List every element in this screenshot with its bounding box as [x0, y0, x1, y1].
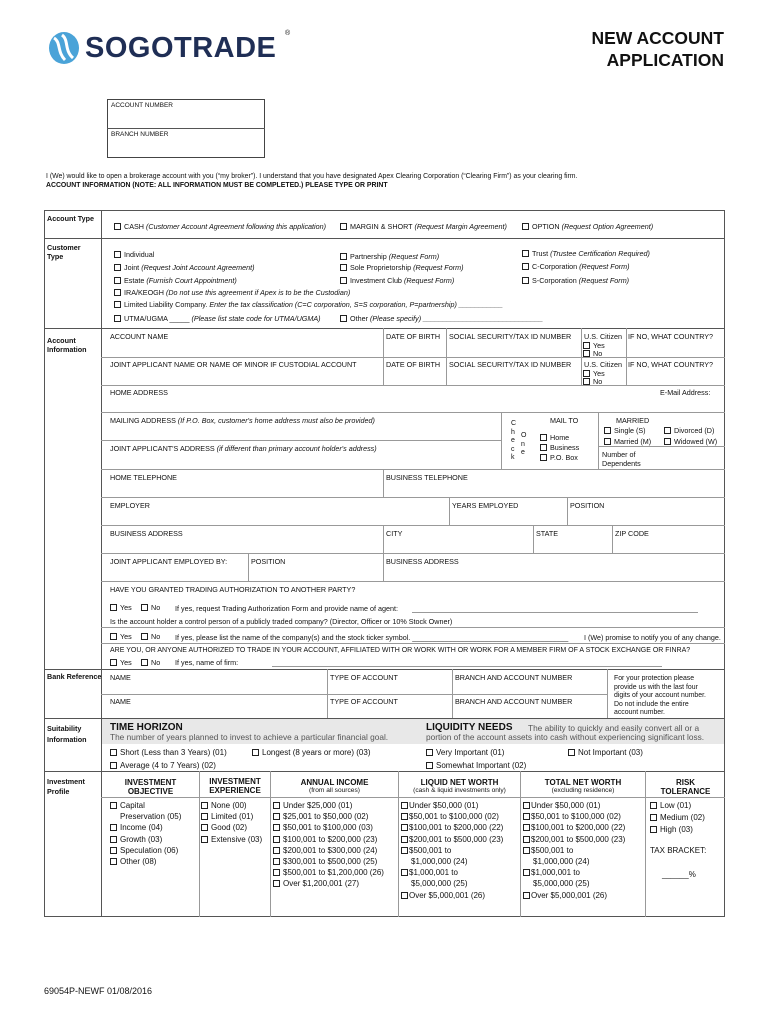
cash-option[interactable]: CASH (Customer Account Agreement following this application) — [114, 222, 326, 231]
account-number-label: ACCOUNT NUMBER — [111, 102, 173, 109]
ira-checkbox[interactable] — [114, 289, 121, 296]
estate-option[interactable]: Estate (Furnish Court Appointment) — [114, 276, 237, 285]
objective-item-continued: Preservation (05) — [120, 812, 182, 822]
club-checkbox[interactable] — [340, 277, 347, 284]
joint-ssn-label: SOCIAL SECURITY/TAX ID NUMBER — [449, 360, 572, 369]
total-item[interactable]: $200,001 to $500,000 (23) — [523, 834, 625, 845]
partnership-checkbox[interactable] — [340, 253, 347, 260]
trust-option[interactable]: Trust (Trustee Certification Required) — [522, 249, 650, 258]
form-code: 69054P-NEWF 01/08/2016 — [44, 986, 153, 996]
intro-text: I (We) would like to open a brokerage account with you (“my broker”). I understand that you have designated Apex Clearing Corporation (“Clearing Firm”) as your clearing firm. — [46, 173, 578, 180]
check-one-label: C h e c k — [511, 420, 517, 461]
total-item[interactable]: $500,001 to — [523, 845, 625, 856]
other-checkbox[interactable] — [340, 315, 347, 322]
customer-type-label: Customer Type — [47, 243, 81, 261]
married-option[interactable]: Married (M) — [604, 437, 651, 446]
utma-option[interactable]: UTMA/UGMA _____ (Please list state code for UTMA/UGMA) — [114, 314, 321, 323]
joint-position-label: POSITION — [251, 557, 286, 566]
bank-name-label: NAME — [110, 673, 131, 682]
income-item[interactable]: $300,001 to $500,000 (25) — [273, 856, 384, 867]
total-list — [523, 800, 625, 901]
account-info-note: ACCOUNT INFORMATION (NOTE: ALL INFORMATION MUST BE COMPLETED.) PLEASE TYPE OR PRINT — [46, 182, 388, 189]
business-address-label: BUSINESS ADDRESS — [110, 529, 183, 538]
risk-header: RISK TOLERANCE — [660, 778, 711, 796]
liquid-item[interactable]: Over $5,000,001 (26) — [401, 890, 503, 901]
bank-protection-note: For your protection please provide us with the last four digits of your account number. Do not include the entire account number. — [614, 675, 706, 716]
home-address-label: HOME ADDRESS — [110, 388, 168, 397]
mail-business-option[interactable]: Business — [540, 443, 579, 452]
risk-list — [650, 800, 705, 836]
q2-promise: I (We) promise to notify you of any change. — [584, 633, 721, 642]
total-item[interactable]: Over $5,000,001 (26) — [523, 890, 625, 901]
bank-branch-label-2: BRANCH AND ACCOUNT NUMBER — [455, 697, 573, 706]
ccorp-checkbox[interactable] — [522, 263, 529, 270]
llc-option[interactable]: Limited Liability Company. Enter the tax classification (C=C corporation, S=S corporation, P=partnership) ___________ — [114, 300, 503, 309]
joint-dob-label: DATE OF BIRTH — [386, 360, 441, 369]
trust-checkbox[interactable] — [522, 250, 529, 257]
objective-item[interactable]: Other (08) — [110, 856, 181, 867]
estate-checkbox[interactable] — [114, 277, 121, 284]
liquidity-desc-1: The ability to quickly and easily convert all or a — [528, 723, 700, 733]
joint-address-label: JOINT APPLICANT'S ADDRESS (if different than primary account holder's address) — [110, 444, 377, 453]
margin-option[interactable]: MARGIN & SHORT (Request Margin Agreement) — [340, 222, 507, 231]
sole-option[interactable]: Sole Proprietorship (Request Form) — [340, 263, 463, 272]
option-option[interactable]: OPTION (Request Option Agreement) — [522, 222, 653, 231]
bank-reference-label: Bank Reference — [47, 672, 102, 681]
married-label: MARRIED — [616, 416, 650, 425]
total-item[interactable]: $100,001 to $200,000 (22) — [523, 822, 625, 833]
account-type-label: Account Type — [47, 214, 94, 223]
joint-employed-label: JOINT APPLICANT EMPLOYED BY: — [110, 557, 228, 566]
divorced-option[interactable]: Divorced (D) — [664, 426, 714, 435]
question-trading-authorization: HAVE YOU GRANTED TRADING AUTHORIZATION TO ANOTHER PARTY? — [110, 585, 356, 594]
widowed-option[interactable]: Widowed (W) — [664, 437, 717, 446]
total-item[interactable]: $1,000,001 to — [523, 867, 625, 878]
suitability-label: Suitability Information — [47, 724, 87, 744]
account-information-label: Account Information — [47, 336, 87, 354]
individual-option[interactable]: Individual — [114, 250, 154, 259]
page-title — [591, 27, 724, 71]
question-affiliation: ARE YOU, OR ANYONE AUTHORIZED TO TRADE IN YOUR ACCOUNT, AFFILIATED WITH OR WORK WITH OR WORK FOR A MEMBER FIRM OF A STOCK EXCHANGE OR FINRA? — [110, 647, 691, 654]
business-telephone-label: BUSINESS TELEPHONE — [386, 473, 468, 482]
risk-item[interactable]: High (03) — [650, 824, 705, 836]
total-item[interactable]: Under $50,000 (01) — [523, 800, 625, 811]
llc-checkbox[interactable] — [114, 301, 121, 308]
objective-item[interactable]: Speculation (06) — [110, 845, 181, 856]
bank-branch-label: BRANCH AND ACCOUNT NUMBER — [455, 673, 573, 682]
dependents-label: Number of Dependents — [602, 450, 641, 468]
employer-label: EMPLOYER — [110, 501, 150, 510]
club-option[interactable]: Investment Club (Request Form) — [340, 276, 454, 285]
tax-bracket-field[interactable]: ______% — [662, 870, 696, 879]
check-one-label-2: O n e — [521, 432, 527, 456]
cash-checkbox[interactable] — [114, 223, 121, 230]
income-item[interactable]: Under $25,000 (01) — [273, 800, 384, 811]
objective-header: INVESTMENT OBJECTIVE — [124, 778, 177, 796]
income-item[interactable]: $200,001 to $300,000 (24) — [273, 845, 384, 856]
q1-yes[interactable]: Yes — [110, 603, 132, 612]
investment-profile-label: Investment Profile — [47, 777, 85, 796]
objective-item[interactable]: Income (04) — [110, 822, 181, 833]
dob-label: DATE OF BIRTH — [386, 332, 441, 341]
income-item[interactable]: $25,001 to $50,000 (02) — [273, 811, 384, 822]
liquid-item-continued: $5,000,000 (25) — [411, 879, 468, 889]
liquidity-desc-2: portion of the account assets into cash without experiencing significant loss. — [426, 732, 705, 742]
mail-home-option[interactable]: Home — [540, 433, 569, 442]
objective-list — [110, 800, 181, 867]
ira-option[interactable]: IRA/KEOGH (Do not use this agreement if Apex is to be the Custodian) — [114, 288, 350, 297]
q2-yes[interactable]: Yes — [110, 632, 132, 641]
income-item[interactable]: $100,001 to $200,000 (23) — [273, 834, 384, 845]
margin-checkbox[interactable] — [340, 223, 347, 230]
q1-no[interactable]: No — [141, 603, 160, 612]
experience-item[interactable]: Extensive (03) — [201, 834, 262, 845]
bank-account-type-label-2: TYPE OF ACCOUNT — [330, 697, 398, 706]
joint-business-address-label: BUSINESS ADDRESS — [386, 557, 459, 566]
liquid-item[interactable]: $100,001 to $200,000 (22) — [401, 822, 503, 833]
partnership-option[interactable]: Partnership (Request Form) — [340, 252, 439, 261]
home-telephone-label: HOME TELEPHONE — [110, 473, 177, 482]
individual-checkbox[interactable] — [114, 251, 121, 258]
scorp-checkbox[interactable] — [522, 277, 529, 284]
city-label: CITY — [386, 529, 403, 538]
objective-item[interactable]: Growth (03) — [110, 834, 181, 845]
years-employed-label: YEARS EMPLOYED — [452, 501, 519, 510]
ccorp-option[interactable]: C-Corporation (Request Form) — [522, 262, 629, 271]
yes-option[interactable]: Yes — [583, 341, 605, 350]
us-citizen-label: U.S. Citizen — [584, 332, 622, 341]
mail-pobox-option[interactable]: P.O. Box — [540, 453, 578, 462]
account-name-label: ACCOUNT NAME — [110, 332, 169, 341]
bank-account-type-label: TYPE OF ACCOUNT — [330, 673, 398, 682]
time-horizon-desc: The number of years planned to invest to achieve a particular financial goal. — [110, 732, 389, 742]
average-option[interactable]: Average (4 to 7 Years) (02) — [110, 761, 216, 771]
objective-item[interactable]: Capital — [110, 800, 181, 811]
ssn-label: SOCIAL SECURITY/TAX ID NUMBER — [449, 332, 572, 341]
email-label: E-Mail Address: — [660, 388, 711, 397]
if-no-country-label: IF NO, WHAT COUNTRY? — [628, 332, 714, 341]
joint-if-no-country-label: IF NO, WHAT COUNTRY? — [628, 360, 714, 369]
title-line1: NEW ACCOUNT — [591, 28, 724, 48]
option-checkbox[interactable] — [522, 223, 529, 230]
tax-bracket-label: TAX BRACKET: — [650, 846, 707, 855]
position-label: POSITION — [570, 501, 605, 510]
joint-yes-option[interactable]: Yes — [583, 369, 605, 378]
risk-item[interactable]: Medium (02) — [650, 812, 705, 824]
joint-us-citizen-label: U.S. Citizen — [584, 360, 622, 369]
q2-if-yes: If yes, please list the name of the company(s) and the stock ticker symbol. _______________________________________ — [175, 633, 569, 642]
q1-if-yes: If yes, request Trading Authorization Form and provide name of agent: — [175, 604, 398, 613]
branch-number-label: BRANCH NUMBER — [111, 131, 169, 138]
logo-text: SOGOTRADE — [85, 32, 277, 64]
liquid-item[interactable]: Under $50,000 (01) — [401, 800, 503, 811]
liquid-item[interactable]: $1,000,001 to — [401, 867, 503, 878]
logo-icon — [47, 30, 81, 66]
longest-option[interactable]: Longest (8 years or more) (03) — [252, 748, 371, 758]
joint-option[interactable]: Joint (Request Joint Account Agreement) — [114, 263, 255, 272]
liquid-header: LIQUID NET WORTH (cash & liquid investments only) — [413, 778, 506, 794]
short-option[interactable]: Short (Less than 3 Years) (01) — [110, 748, 227, 758]
q3-if-yes: If yes, name of firm: — [175, 658, 239, 667]
mailing-address-label: MAILING ADDRESS (If P.O. Box, customer's home address must also be provided) — [110, 416, 375, 425]
question-control-person: Is the account holder a control person of a publicly traded company? (Director, Officer or 10% Stock Owner) — [110, 617, 453, 626]
somewhat-important-option[interactable]: Somewhat Important (02) — [426, 761, 526, 771]
q3-no[interactable]: No — [141, 658, 160, 667]
sole-checkbox[interactable] — [340, 264, 347, 271]
experience-item[interactable]: Good (02) — [201, 822, 262, 833]
logo — [47, 30, 297, 66]
joint-checkbox[interactable] — [114, 264, 121, 271]
risk-item[interactable]: Low (01) — [650, 800, 705, 812]
total-header: TOTAL NET WORTH (excluding residence) — [544, 778, 622, 794]
experience-list — [201, 800, 262, 845]
income-item[interactable]: $50,001 to $100,000 (03) — [273, 822, 384, 833]
total-item-continued: $5,000,000 (25) — [533, 879, 590, 889]
time-horizon-title: TIME HORIZON — [110, 722, 183, 733]
q3-yes[interactable]: Yes — [110, 658, 132, 667]
experience-item[interactable]: None (00) — [201, 800, 262, 811]
liquid-item[interactable]: $50,001 to $100,000 (02) — [401, 811, 503, 822]
experience-header: INVESTMENT EXPERIENCE — [209, 777, 261, 795]
mail-to-label: MAIL TO — [550, 416, 579, 425]
single-option[interactable]: Single (S) — [604, 426, 646, 435]
liquidity-title: LIQUIDITY NEEDS — [426, 722, 513, 733]
very-important-option[interactable]: Very Important (01) — [426, 748, 504, 758]
income-header: ANNUAL INCOME (from all sources) — [300, 778, 369, 794]
no-option[interactable]: No — [583, 349, 602, 358]
zip-label: ZIP CODE — [615, 529, 649, 538]
title-line2: APPLICATION — [606, 50, 724, 70]
liquid-item[interactable]: $200,001 to $500,000 (23) — [401, 834, 503, 845]
not-important-option[interactable]: Not Important (03) — [568, 748, 643, 758]
liquid-list — [401, 800, 503, 901]
bank-name-label-2: NAME — [110, 697, 131, 706]
other-option[interactable]: Other (Please specify) ______________________________ — [340, 314, 543, 323]
state-label: STATE — [536, 529, 559, 538]
income-item[interactable]: Over $1,200,001 (27) — [273, 878, 384, 889]
joint-name-label: JOINT APPLICANT NAME OR NAME OF MINOR IF CUSTODIAL ACCOUNT — [110, 360, 357, 369]
total-item[interactable]: $50,001 to $100,000 (02) — [523, 811, 625, 822]
income-list — [273, 800, 384, 890]
scorp-option[interactable]: S-Corporation (Request Form) — [522, 276, 629, 285]
income-item[interactable]: $500,001 to $1,200,000 (26) — [273, 867, 384, 878]
liquid-item-continued: $1,000,000 (24) — [411, 857, 468, 867]
liquid-item[interactable]: $500,001 to — [401, 845, 503, 856]
q2-no[interactable]: No — [141, 632, 160, 641]
registered-mark: ® — [285, 30, 291, 37]
joint-no-option[interactable]: No — [583, 377, 602, 386]
utma-checkbox[interactable] — [114, 315, 121, 322]
total-item-continued: $1,000,000 (24) — [533, 857, 590, 867]
experience-item[interactable]: Limited (01) — [201, 811, 262, 822]
